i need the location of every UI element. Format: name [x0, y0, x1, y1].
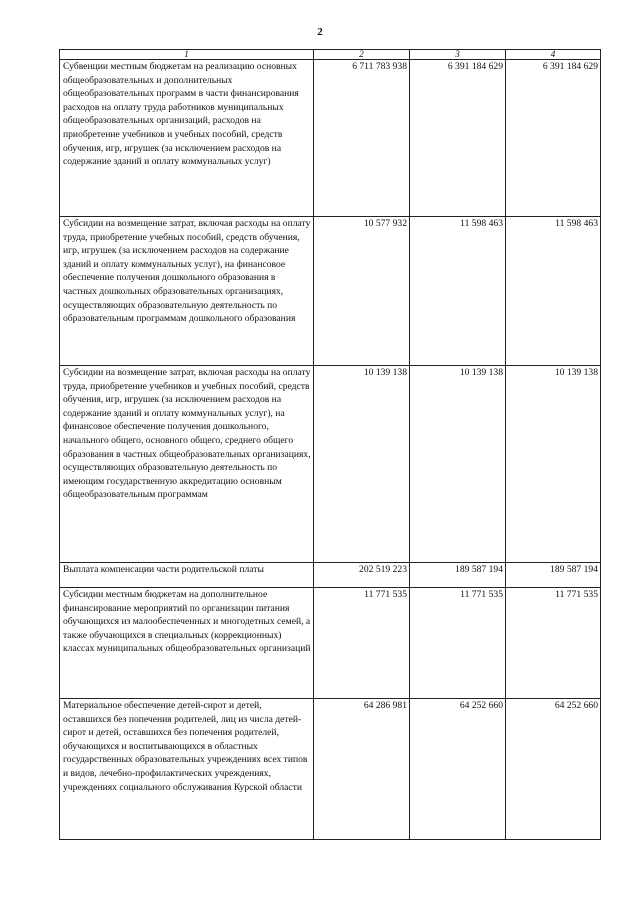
table-row — [60, 60, 601, 217]
row-description: Субсидии местным бюджетам на дополнительное финансирование мероприятий по организации питания обучающихся из малообеспеченных и многодетных семей, а также обучающихся в специальных (коррекционных) классах муниципальных общеобразовательных организаций — [60, 588, 314, 699]
row-value-col3: 6 391 184 629 — [410, 60, 506, 217]
row-value-col4: 11 598 463 — [506, 217, 601, 366]
row-value-col3: 189 587 194 — [410, 563, 506, 588]
table-row — [60, 366, 601, 563]
row-value-col3: 10 139 138 — [410, 366, 506, 563]
row-value-col2: 202 519 223 — [314, 563, 410, 588]
row-value-col3: 64 252 660 — [410, 699, 506, 840]
page-number: 2 — [317, 26, 323, 38]
row-value-col3: 11 598 463 — [410, 217, 506, 366]
row-value-col2: 10 139 138 — [314, 366, 410, 563]
table-header-row — [60, 50, 601, 60]
row-value-col2: 6 711 783 938 — [314, 60, 410, 217]
row-value-col2: 10 577 932 — [314, 217, 410, 366]
table-row — [60, 217, 601, 366]
table-row — [60, 563, 601, 588]
row-description: Выплата компенсации части родительской платы — [60, 563, 314, 588]
column-header-3: 3 — [410, 50, 506, 60]
row-description: Субсидии на возмещение затрат, включая расходы на оплату труда, приобретение учебных пособий, средств обучения, игр, игрушек (за исключением расходов на содержание зданий и оплату коммунальных услуг), на финансовое обеспечение получения дошкольного образования в частных дошкольных образовательных организациях, осуществляющих образовательную деятельность по образовательным программам дошкольного образования — [60, 217, 314, 366]
row-value-col4: 11 771 535 — [506, 588, 601, 699]
column-header-2: 2 — [314, 50, 410, 60]
row-value-col2: 11 771 535 — [314, 588, 410, 699]
column-header-1: 1 — [60, 50, 314, 60]
row-value-col4: 6 391 184 629 — [506, 60, 601, 217]
row-description: Субвенции местным бюджетам на реализацию основных общеобразовательных и дополнительных общеобразовательных программ в части финансирования расходов на оплату труда работников муниципальных общеобразовательных организаций, расходов на приобретение учебников и учебных пособий, средств обучения, игр, игрушек (за исключением расходов на содержание зданий и оплату коммунальных услуг) — [60, 60, 314, 217]
row-value-col2: 64 286 981 — [314, 699, 410, 840]
budget-table — [59, 49, 601, 840]
row-description: Материальное обеспечение детей-сирот и детей, оставшихся без попечения родителей, лиц из числа детей-сирот и детей, оставшихся без попечения родителей, обучающихся и воспитывающихся в областных государственных образовательных учреждениях всех типов и видов, лечебно-профилактических учреждениях, учреждениях социального обслуживания Курской области — [60, 699, 314, 840]
row-description: Субсидии на возмещение затрат, включая расходы на оплату труда, приобретение учебников и учебных пособий, средств обучения, игр, игрушек (за исключением расходов на содержание зданий и оплату коммунальных услуг), на финансовое обеспечение получения дошкольного, начального общего, основного общего, среднего общего образования в частных общеобразовательных организациях, осуществляющих образовательную деятельность по имеющим государственную аккредитацию основным общеобразовательным программам — [60, 366, 314, 563]
column-header-4: 4 — [506, 50, 601, 60]
table-row — [60, 699, 601, 840]
row-value-col4: 189 587 194 — [506, 563, 601, 588]
row-value-col4: 64 252 660 — [506, 699, 601, 840]
row-value-col4: 10 139 138 — [506, 366, 601, 563]
table-row — [60, 588, 601, 699]
row-value-col3: 11 771 535 — [410, 588, 506, 699]
